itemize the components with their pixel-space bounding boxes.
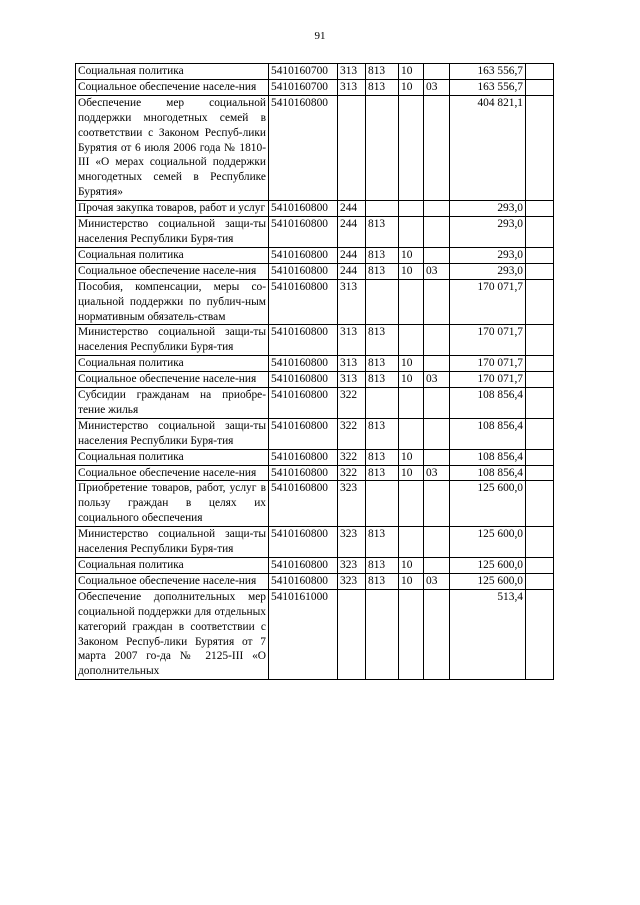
- row-name: Социальное обеспечение населе-ния: [76, 465, 269, 481]
- row-sum: 108 856,4: [450, 449, 526, 465]
- row-rz: 10: [399, 449, 424, 465]
- row-code: 5410160800: [269, 481, 338, 527]
- row-vr: [338, 95, 366, 200]
- row-name: Министерство социальной защи-ты населения Республики Буря-тия: [76, 217, 269, 248]
- table-row: [76, 481, 554, 527]
- row-pr: [424, 201, 450, 217]
- row-blank: [526, 263, 554, 279]
- row-vr: 322: [338, 418, 366, 449]
- row-blank: [526, 247, 554, 263]
- row-sum: 125 600,0: [450, 558, 526, 574]
- row-rz: [399, 201, 424, 217]
- row-code: 5410160800: [269, 558, 338, 574]
- row-sum: 170 071,7: [450, 372, 526, 388]
- row-pr: [424, 388, 450, 419]
- row-name: Социальное обеспечение населе-ния: [76, 573, 269, 589]
- table-row: [76, 95, 554, 200]
- row-vr: 244: [338, 263, 366, 279]
- row-vr: 244: [338, 217, 366, 248]
- row-sum: 404 821,1: [450, 95, 526, 200]
- row-pr: [424, 325, 450, 356]
- row-grbs: 813: [366, 325, 399, 356]
- row-blank: [526, 79, 554, 95]
- table-row: [76, 558, 554, 574]
- row-vr: 244: [338, 247, 366, 263]
- row-rz: 10: [399, 372, 424, 388]
- row-grbs: 813: [366, 465, 399, 481]
- row-rz: [399, 481, 424, 527]
- row-name: Социальное обеспечение населе-ния: [76, 372, 269, 388]
- row-grbs: 813: [366, 356, 399, 372]
- row-pr: [424, 527, 450, 558]
- row-pr: [424, 558, 450, 574]
- row-pr: 03: [424, 79, 450, 95]
- row-vr: 322: [338, 388, 366, 419]
- table-row: [76, 589, 554, 679]
- row-sum: 293,0: [450, 217, 526, 248]
- table-row: [76, 356, 554, 372]
- row-pr: 03: [424, 372, 450, 388]
- row-rz: 10: [399, 263, 424, 279]
- row-blank: [526, 558, 554, 574]
- row-blank: [526, 64, 554, 80]
- row-grbs: 813: [366, 558, 399, 574]
- row-vr: 313: [338, 356, 366, 372]
- row-blank: [526, 418, 554, 449]
- row-code: 5410160700: [269, 64, 338, 80]
- row-rz: [399, 95, 424, 200]
- row-blank: [526, 481, 554, 527]
- row-grbs: [366, 201, 399, 217]
- row-sum: 170 071,7: [450, 325, 526, 356]
- table-row: [76, 64, 554, 80]
- row-rz: 10: [399, 79, 424, 95]
- row-name: Субсидии гражданам на приобре-тение жилья: [76, 388, 269, 419]
- row-grbs: [366, 95, 399, 200]
- row-grbs: 813: [366, 527, 399, 558]
- row-rz: 10: [399, 573, 424, 589]
- row-sum: 293,0: [450, 263, 526, 279]
- row-vr: 244: [338, 201, 366, 217]
- row-code: 5410160800: [269, 573, 338, 589]
- row-vr: 323: [338, 481, 366, 527]
- table-row: [76, 527, 554, 558]
- row-sum: 163 556,7: [450, 79, 526, 95]
- row-rz: [399, 325, 424, 356]
- row-vr: 313: [338, 79, 366, 95]
- row-name: Обеспечение мер социальной поддержки многодетных семей в соответствии с Законом Респуб-лики Бурятия от 6 июля 2006 года № 1810-III «О мерах социальной поддержки многодетных семей в Республике Бурятия»: [76, 95, 269, 200]
- row-name: Министерство социальной защи-ты населения Республики Буря-тия: [76, 418, 269, 449]
- row-pr: 03: [424, 573, 450, 589]
- row-code: 5410160800: [269, 449, 338, 465]
- table-row: [76, 263, 554, 279]
- row-grbs: 813: [366, 449, 399, 465]
- row-name: Социальная политика: [76, 356, 269, 372]
- row-vr: 322: [338, 449, 366, 465]
- table-row: [76, 247, 554, 263]
- row-name: Приобретение товаров, работ, услуг в пользу граждан в целях их социального обеспечения: [76, 481, 269, 527]
- row-name: Социальная политика: [76, 247, 269, 263]
- row-sum: 125 600,0: [450, 527, 526, 558]
- row-code: 5410160800: [269, 201, 338, 217]
- row-code: 5410160800: [269, 465, 338, 481]
- table-row: [76, 418, 554, 449]
- row-pr: [424, 356, 450, 372]
- row-sum: 513,4: [450, 589, 526, 679]
- row-name: Министерство социальной защи-ты населения Республики Буря-тия: [76, 325, 269, 356]
- row-vr: 313: [338, 325, 366, 356]
- row-pr: [424, 247, 450, 263]
- row-rz: [399, 589, 424, 679]
- row-code: 5410161000: [269, 589, 338, 679]
- row-rz: [399, 418, 424, 449]
- row-pr: [424, 95, 450, 200]
- table-row: [76, 79, 554, 95]
- table-row: [76, 465, 554, 481]
- table-row: [76, 372, 554, 388]
- row-sum: 163 556,7: [450, 64, 526, 80]
- table-row: [76, 573, 554, 589]
- row-vr: 323: [338, 573, 366, 589]
- row-sum: 293,0: [450, 247, 526, 263]
- row-name: Социальная политика: [76, 64, 269, 80]
- row-pr: [424, 279, 450, 325]
- row-code: 5410160800: [269, 95, 338, 200]
- row-pr: [424, 217, 450, 248]
- row-pr: [424, 481, 450, 527]
- row-code: 5410160700: [269, 79, 338, 95]
- table-row: [76, 217, 554, 248]
- row-rz: 10: [399, 247, 424, 263]
- row-blank: [526, 527, 554, 558]
- row-code: 5410160800: [269, 356, 338, 372]
- row-rz: [399, 217, 424, 248]
- row-blank: [526, 465, 554, 481]
- row-sum: 108 856,4: [450, 418, 526, 449]
- row-rz: [399, 279, 424, 325]
- row-code: 5410160800: [269, 388, 338, 419]
- row-pr: [424, 449, 450, 465]
- row-blank: [526, 449, 554, 465]
- row-name: Министерство социальной защи-ты населения Республики Буря-тия: [76, 527, 269, 558]
- row-code: 5410160800: [269, 372, 338, 388]
- page-number: 91: [314, 30, 326, 42]
- table-row: [76, 449, 554, 465]
- row-blank: [526, 217, 554, 248]
- row-rz: 10: [399, 356, 424, 372]
- row-rz: 10: [399, 465, 424, 481]
- row-grbs: [366, 279, 399, 325]
- row-sum: 170 071,7: [450, 279, 526, 325]
- row-blank: [526, 201, 554, 217]
- row-vr: 322: [338, 465, 366, 481]
- row-sum: 125 600,0: [450, 573, 526, 589]
- row-rz: [399, 527, 424, 558]
- row-pr: [424, 589, 450, 679]
- row-grbs: 813: [366, 64, 399, 80]
- row-vr: 313: [338, 279, 366, 325]
- row-grbs: 813: [366, 79, 399, 95]
- row-pr: [424, 418, 450, 449]
- row-blank: [526, 325, 554, 356]
- row-grbs: 813: [366, 372, 399, 388]
- row-grbs: 813: [366, 247, 399, 263]
- row-grbs: 813: [366, 418, 399, 449]
- row-vr: 323: [338, 527, 366, 558]
- row-blank: [526, 372, 554, 388]
- row-sum: 293,0: [450, 201, 526, 217]
- row-code: 5410160800: [269, 279, 338, 325]
- row-name: Социальное обеспечение населе-ния: [76, 263, 269, 279]
- row-grbs: 813: [366, 263, 399, 279]
- row-sum: 170 071,7: [450, 356, 526, 372]
- row-code: 5410160800: [269, 418, 338, 449]
- row-vr: [338, 589, 366, 679]
- row-sum: 108 856,4: [450, 388, 526, 419]
- table-row: [76, 325, 554, 356]
- row-name: Социальная политика: [76, 558, 269, 574]
- row-rz: 10: [399, 64, 424, 80]
- row-grbs: [366, 388, 399, 419]
- table-row: [76, 279, 554, 325]
- row-blank: [526, 95, 554, 200]
- row-code: 5410160800: [269, 325, 338, 356]
- row-blank: [526, 589, 554, 679]
- row-pr: [424, 64, 450, 80]
- row-grbs: 813: [366, 217, 399, 248]
- row-vr: 313: [338, 372, 366, 388]
- row-code: 5410160800: [269, 247, 338, 263]
- row-code: 5410160800: [269, 217, 338, 248]
- row-rz: [399, 388, 424, 419]
- table-row: [76, 388, 554, 419]
- row-code: 5410160800: [269, 263, 338, 279]
- row-vr: 313: [338, 64, 366, 80]
- row-blank: [526, 356, 554, 372]
- row-blank: [526, 388, 554, 419]
- row-grbs: [366, 589, 399, 679]
- row-name: Пособия, компенсации, меры со-циальной поддержки по публич-ным нормативным обязатель-ствам: [76, 279, 269, 325]
- row-grbs: [366, 481, 399, 527]
- row-blank: [526, 279, 554, 325]
- row-name: Социальное обеспечение населе-ния: [76, 79, 269, 95]
- row-code: 5410160800: [269, 527, 338, 558]
- row-name: Обеспечение дополнительных мер социальной поддержки для отдельных категорий граждан в соответствии с Законом Респуб-лики Бурятия от 7 марта 2007 го-да № 2125-III «О дополнительных: [76, 589, 269, 679]
- row-blank: [526, 573, 554, 589]
- row-pr: 03: [424, 263, 450, 279]
- row-pr: 03: [424, 465, 450, 481]
- budget-table: [75, 63, 554, 680]
- table-row: [76, 201, 554, 217]
- row-name: Социальная политика: [76, 449, 269, 465]
- row-sum: 125 600,0: [450, 481, 526, 527]
- row-name: Прочая закупка товаров, работ и услуг: [76, 201, 269, 217]
- row-rz: 10: [399, 558, 424, 574]
- row-sum: 108 856,4: [450, 465, 526, 481]
- row-grbs: 813: [366, 573, 399, 589]
- row-vr: 323: [338, 558, 366, 574]
